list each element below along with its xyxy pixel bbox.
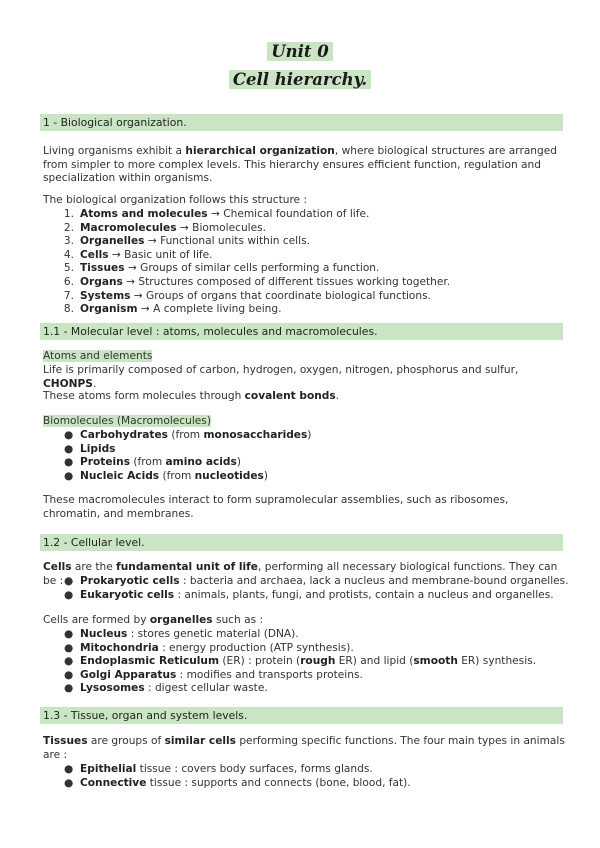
organelle-term: Nucleus xyxy=(80,628,128,640)
list-number: 5. xyxy=(63,262,74,275)
list-item xyxy=(43,470,580,484)
level-description: → A complete living being. xyxy=(137,303,282,316)
list-number: 3. xyxy=(63,235,74,248)
biomolecule-term: Proteins xyxy=(80,456,130,469)
organelle-term: Mitochondria xyxy=(80,641,159,654)
list-item xyxy=(43,456,580,470)
tissue-type-term: Epithelial xyxy=(80,763,137,775)
cell-type-description: : bacteria and archaea, lack a nucleus and membrane-bound organelles. xyxy=(179,575,569,587)
list-item xyxy=(43,262,580,276)
list-number: 8. xyxy=(63,303,74,316)
bullet-icon: ● xyxy=(64,655,74,668)
list-number: 7. xyxy=(63,289,74,302)
biomolecules-subheading: Biomolecules (Macromolecules) xyxy=(43,415,211,427)
bullet-icon: ● xyxy=(64,668,74,681)
organelle-text: (ER) : protein ( xyxy=(219,655,301,668)
tissue-types-list xyxy=(43,763,580,790)
bullet-icon: ● xyxy=(64,575,74,587)
organelle-term: Lysosomes xyxy=(80,682,145,695)
bullet-icon: ● xyxy=(64,682,74,695)
section-heading-1-1: 1.1 - Molecular level : atoms, molecules and macromolecules. xyxy=(40,323,563,340)
list-number: 2. xyxy=(63,221,74,234)
organelles-list xyxy=(43,628,580,696)
level-term: Systems xyxy=(80,289,131,302)
bullet-icon: ● xyxy=(64,469,74,482)
organelles-intro: Cells are formed by organelles such as : xyxy=(43,614,264,626)
section-heading-1-3: 1.3 - Tissue, organ and system levels. xyxy=(40,707,563,724)
level-description: → Structures composed of different tissues working together. xyxy=(122,275,451,288)
list-item xyxy=(43,429,580,443)
bullet-icon: ● xyxy=(64,776,74,789)
level-description: → Chemical foundation of life. xyxy=(207,208,370,220)
tissue-type-description: tissue : covers body surfaces, forms glands. xyxy=(136,763,373,775)
level-term: Atoms and molecules xyxy=(80,208,208,220)
atoms-subheading: Atoms and elements xyxy=(43,350,153,362)
tissue-type-description: tissue : supports and connects (bone, blood, fat). xyxy=(146,776,411,789)
cell-type-description: : animals, plants, fungi, and protists, contain a nucleus and organelles. xyxy=(174,588,554,601)
list-item xyxy=(43,290,580,304)
bullet-icon: ● xyxy=(64,456,74,469)
level-description: → Groups of organs that coordinate biological functions. xyxy=(130,289,432,302)
organelle-text: : digest cellular waste. xyxy=(144,682,268,695)
tissues-paragraph: Tissues are groups of similar cells performing specific functions. The four main types in animals are : xyxy=(43,735,565,761)
biomolecule-source: monosaccharides xyxy=(203,429,308,441)
bonds-paragraph: These atoms form molecules through covalent bonds. xyxy=(43,390,340,402)
list-item xyxy=(43,208,580,222)
bullet-icon: ● xyxy=(64,628,74,640)
level-term: Organelles xyxy=(80,235,145,248)
bullet-icon: ● xyxy=(64,429,74,441)
list-item xyxy=(43,443,580,457)
organelle-text: ER) synthesis. xyxy=(457,655,537,668)
list-item xyxy=(43,669,580,683)
bullet-icon: ● xyxy=(64,588,74,601)
list-number: 1. xyxy=(63,208,74,220)
biomolecules-list xyxy=(43,429,580,483)
list-intro: The biological organization follows this structure : xyxy=(43,194,308,206)
atoms-paragraph: Life is primarily composed of carbon, hydrogen, oxygen, nitrogen, phosphorus and sulfur, CHONPS. xyxy=(43,364,519,390)
section-heading-1-2: 1.2 - Cellular level. xyxy=(40,534,563,551)
macromolecules-paragraph: These macromolecules interact to form supramolecular assemblies, such as ribosomes, chromatin, and membranes. xyxy=(43,494,509,520)
level-term: Macromolecules xyxy=(80,221,177,234)
cell-type-term: Eukaryotic cells xyxy=(80,588,175,601)
list-number: 6. xyxy=(63,275,74,288)
cells-paragraph: Cells are the fundamental unit of life, performing all necessary biological functions. They can be : xyxy=(43,561,558,587)
biomolecule-text: (from xyxy=(130,456,166,469)
title-unit: Unit 0 xyxy=(0,42,600,61)
level-description: → Biomolecules. xyxy=(176,221,267,234)
bullet-icon: ● xyxy=(64,442,74,455)
level-term: Tissues xyxy=(80,262,125,275)
biomolecule-text: ) xyxy=(263,469,269,482)
biomolecule-term: Lipids xyxy=(80,442,116,455)
organelle-text: : energy production (ATP synthesis). xyxy=(158,641,354,654)
biomolecule-text: ) xyxy=(236,456,241,469)
list-item xyxy=(43,276,580,290)
list-item xyxy=(43,589,580,603)
section-heading-1: 1 - Biological organization. xyxy=(40,114,563,131)
level-description: → Functional units within cells. xyxy=(144,235,310,248)
list-item xyxy=(43,303,580,317)
list-item xyxy=(43,642,580,656)
list-item xyxy=(43,628,580,642)
organelle-term: Golgi Apparatus xyxy=(80,668,177,681)
organelle-term: rough xyxy=(300,655,336,668)
list-item xyxy=(43,575,580,589)
organelle-text: : stores genetic material (DNA). xyxy=(127,628,299,640)
tissue-type-term: Connective xyxy=(80,776,147,789)
list-item xyxy=(43,777,580,791)
biomolecule-text: (from xyxy=(159,469,195,482)
biomolecule-source: amino acids xyxy=(165,456,237,469)
level-term: Organs xyxy=(80,275,123,288)
cell-type-term: Prokaryotic cells xyxy=(80,575,180,587)
list-item xyxy=(43,235,580,249)
organelle-text: : modifies and transports proteins. xyxy=(176,668,363,681)
intro-paragraph: Living organisms exhibit a hierarchical organization, where biological structures are arranged from simpler to more complex levels. This hierarchy ensures efficient function, regulation and specialization within organisms. xyxy=(43,145,557,185)
list-item xyxy=(43,222,580,236)
bullet-icon: ● xyxy=(64,763,74,775)
biomolecule-source: nucleotides xyxy=(194,469,264,482)
list-item xyxy=(43,249,580,263)
list-item xyxy=(43,655,580,669)
biomolecule-text: ) xyxy=(307,429,312,441)
level-term: Cells xyxy=(80,248,109,261)
level-term: Organism xyxy=(80,303,138,316)
organelle-term: smooth xyxy=(413,655,458,668)
biomolecule-term: Carbohydrates xyxy=(80,429,168,441)
list-item xyxy=(43,682,580,696)
organelle-text: ER) and lipid ( xyxy=(335,655,414,668)
list-item xyxy=(43,763,580,777)
level-description: → Groups of similar cells performing a function. xyxy=(124,262,380,275)
biomolecule-text: (from xyxy=(167,429,204,441)
list-number: 4. xyxy=(63,248,74,261)
organelle-term: Endoplasmic Reticulum xyxy=(80,655,220,668)
biomolecule-term: Nucleic Acids xyxy=(80,469,160,482)
organization-levels-list xyxy=(43,208,580,317)
cell-types-list xyxy=(43,575,580,602)
title-topic: Cell hierarchy. xyxy=(0,70,600,89)
level-description: → Basic unit of life. xyxy=(108,248,213,261)
bullet-icon: ● xyxy=(64,641,74,654)
